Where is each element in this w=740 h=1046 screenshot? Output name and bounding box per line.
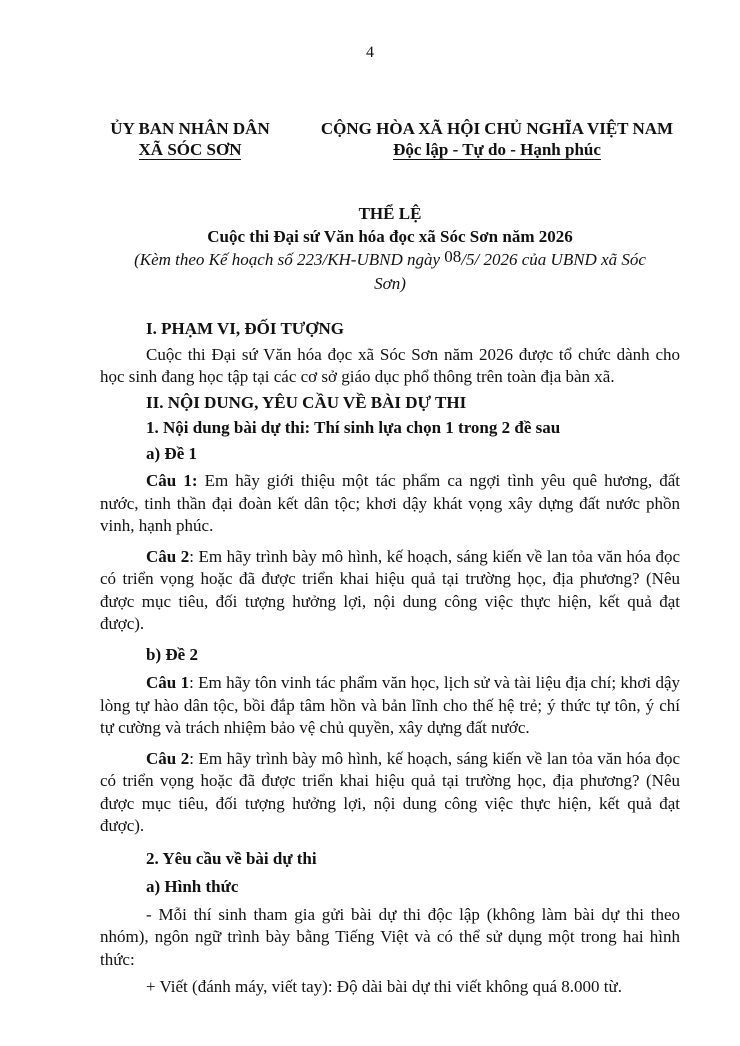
de-1-question-1	[100, 470, 680, 538]
national-header	[312, 118, 682, 160]
section-1-text: Cuộc thi Đại sứ Văn hóa đọc xã Sóc Sơn năm 2026 được tổ chức dành cho học sinh đang học tập tại các cơ sở giáo dục phổ thông trên toàn địa bàn xã.	[100, 344, 680, 386]
section-1-heading: I. PHẠM VI, ĐỐI TƯỢNG	[146, 319, 345, 338]
question-label: Câu 1	[146, 673, 190, 692]
question-text: : Em hãy trình bày mô hình, kế hoạch, sáng kiến về lan tỏa văn hóa đọc có triển vọng hoặc đã được triển khai hiệu quả tại trường học, địa phương? (Nêu được mục tiêu, đối tượng hưởng lợi, nội dung công việc thực hiện, kết quả đạt được).	[100, 546, 680, 633]
document-body	[100, 318, 680, 999]
attachment-date: 08	[444, 247, 462, 266]
national-motto: Độc lập - Tự do - Hạnh phúc	[393, 140, 601, 159]
issuer-line2: XÃ SÓC SƠN	[138, 140, 242, 159]
document-subtitle: Cuộc thi Đại sứ Văn hóa đọc xã Sóc Sơn năm 2026	[207, 227, 573, 246]
document-title-block	[100, 202, 680, 296]
issuer-header	[95, 118, 285, 160]
attachment-note	[100, 248, 680, 272]
question-text: Em hãy giới thiệu một tác phẩm ca ngợi tình yêu quê hương, đất nước, tinh thần đại đoàn kết dân tộc; khơi dậy khát vọng xây dựng đất nước phồn vinh, hạnh phúc.	[100, 471, 680, 535]
national-title: CỘNG HÒA XÃ HỘI CHỦ NGHĨA VIỆT NAM	[320, 119, 674, 138]
question-text: : Em hãy trình bày mô hình, kế hoạch, sáng kiến về lan tỏa văn hóa đọc có triển vọng hoặc đã được triển khai hiệu quả tại trường học, địa phương? (Nêu được mục tiêu, đối tượng hưởng lợi, nội dung công việc thực hiện, kết quả đạt được).	[100, 748, 680, 835]
page-number: 4	[366, 44, 374, 61]
de-1-heading: a) Đề 1	[146, 443, 197, 463]
hinh-thuc-text: - Mỗi thí sinh tham gia gửi bài dự thi độc lập (không làm bài dự thi theo nhóm), ngôn ngữ trình bày bằng Tiếng Việt và có thể sử dụng một trong hai hình thức:	[100, 904, 680, 969]
viet-text: + Viết (đánh máy, viết tay): Độ dài bài dự thi viết không quá 8.000 từ.	[146, 977, 622, 996]
document-title: THỂ LỆ	[358, 204, 422, 223]
question-text: : Em hãy tôn vinh tác phẩm văn học, lịch sử và tài liệu địa chí; khơi dậy lòng tự hào dân tộc, bồi đắp tâm hồn và bản lĩnh cho thế hệ trẻ; ý thức tự tôn, ý chí tự cường và trách nhiệm bảo vệ chủ quyền, xây dựng đất nước.	[100, 673, 680, 737]
attachment-note-part2: /5/ 2026 của UBND xã Sóc	[461, 250, 646, 269]
issuer-line1: ỦY BAN NHÂN DÂN	[110, 119, 270, 138]
section-2-heading: II. NỘI DUNG, YÊU CẦU VỀ BÀI DỰ THI	[146, 392, 467, 412]
de-2-heading: b) Đề 2	[146, 644, 198, 664]
question-label: Câu 2	[146, 748, 190, 768]
section-2-2-heading: 2. Yêu cầu về bài dự thi	[146, 848, 317, 868]
attachment-note-line2: Sơn)	[374, 274, 406, 293]
de-1-question-2	[100, 546, 680, 636]
de-2-question-2	[100, 748, 680, 838]
question-label: Câu 1:	[146, 471, 198, 490]
question-label: Câu 2	[146, 546, 190, 566]
attachment-note-part1: (Kèm theo Kế hoạch số 223/KH-UBND ngày	[134, 250, 445, 269]
de-2-question-1	[100, 672, 680, 740]
section-2-1-heading: 1. Nội dung bài dự thi: Thí sinh lựa chọn 1 trong 2 đề sau	[146, 418, 561, 437]
hinh-thuc-heading: a) Hình thức	[146, 877, 239, 896]
